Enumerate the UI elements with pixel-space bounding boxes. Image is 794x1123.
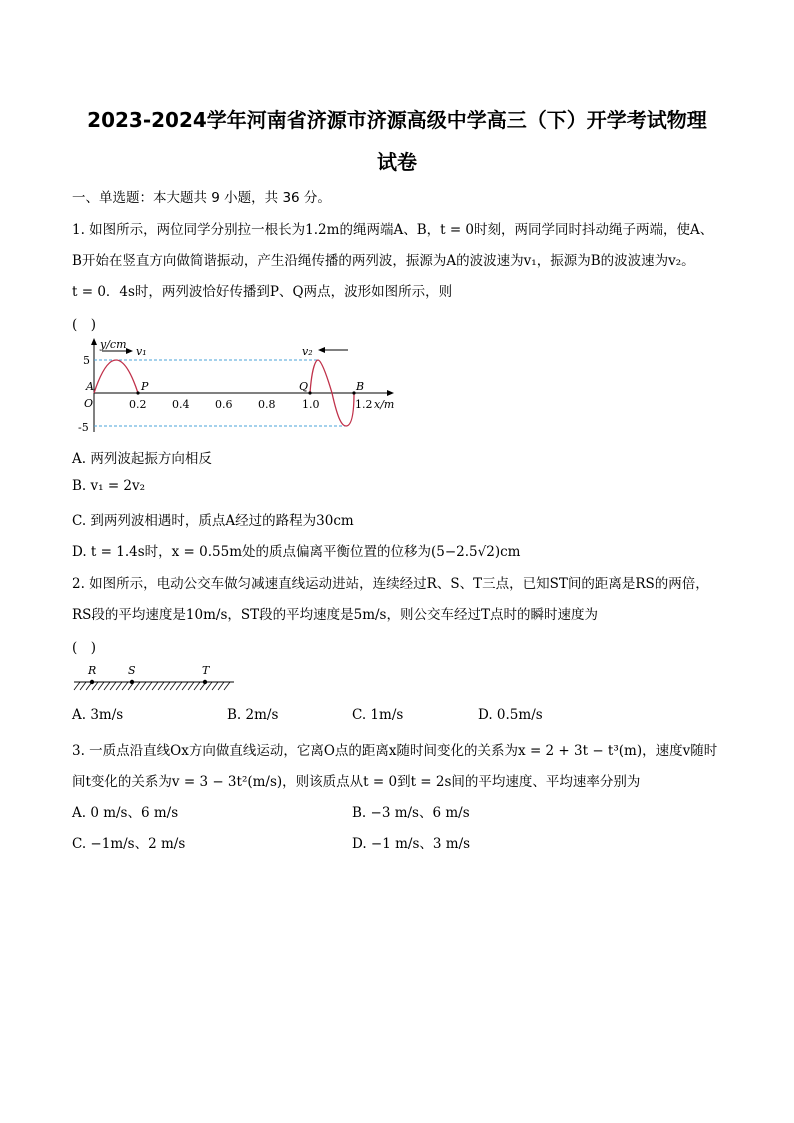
x-tick-0.8: 0.8 <box>258 398 276 411</box>
q1-text-line1: 1. 如图所示，两位同学分别拉一根长为1.2m的绳两端A、B，t = 0时刻，两同学同时抖动绳子两端，使A、 <box>72 222 714 238</box>
y-tick-5: 5 <box>83 354 90 367</box>
q1-option-d: D. t = 1.4s时，x = 0.55m处的质点偏离平衡位置的位移为(5−2.5√2)cm <box>72 544 521 560</box>
q1-text-line2: B开始在竖直方向做简谐振动，产生沿绳传播的两列波，振源为A的波波速为v₁，振源为B的波波速为v₂。 <box>72 253 695 269</box>
q2-text-line2: RS段的平均速度是10m/s，ST段的平均速度是5m/s，则公交车经过T点时的瞬时速度为 <box>72 607 598 623</box>
x-tick-0.4: 0.4 <box>172 398 190 411</box>
v2-label: v₂ <box>302 345 313 358</box>
q2-paren: ( ) <box>72 640 97 656</box>
exam-title-line2: 试卷 <box>377 150 417 174</box>
x-tick-1.2: 1.2 <box>355 398 373 411</box>
q2-text-line1: 2. 如图所示，电动公交车做匀减速直线运动进站，连续经过R、S、T三点，已知ST间的距离是RS的两倍， <box>72 576 709 592</box>
x-tick-0.6: 0.6 <box>215 398 233 411</box>
x-tick-0.2: 0.2 <box>129 398 147 411</box>
x-tick-1.0: 1.0 <box>302 398 320 411</box>
q2-option-b: B. 2m/s <box>227 707 279 723</box>
v1-label: v₁ <box>136 345 147 358</box>
q2-option-a: A. 3m/s <box>72 707 124 723</box>
y-tick-neg5: -5 <box>78 421 89 434</box>
q2-option-d: D. 0.5m/s <box>478 707 543 723</box>
q1-option-c: C. 到两列波相遇时，质点A经过的路程为30cm <box>72 513 354 529</box>
q1-option-b: B. v₁ = 2v₂ <box>72 478 146 494</box>
x-axis-label: x/m <box>374 398 395 411</box>
q3-text-line2: 间t变化的关系为v = 3 − 3t²(m/s)，则该质点从t = 0到t = 2s间的平均速度、平均速率分别为 <box>72 774 641 790</box>
y-axis-label: y/cm <box>100 338 127 351</box>
point-P-label: P <box>141 380 149 393</box>
q3-option-c: C. −1m/s、2 m/s <box>72 836 186 852</box>
q1-text-line3: t = 0．4s时，两列波恰好传播到P、Q两点，波形如图所示，则 <box>72 284 453 300</box>
q3-option-d: D. −1 m/s、3 m/s <box>352 836 471 852</box>
q3-option-a: A. 0 m/s、6 m/s <box>72 805 179 821</box>
q1-option-a: A. 两列波起振方向相反 <box>72 451 212 467</box>
q2-road-figure <box>72 660 236 694</box>
point-A-label: A <box>86 380 94 393</box>
q3-option-b: B. −3 m/s、6 m/s <box>352 805 470 821</box>
point-R-label: R <box>88 664 97 677</box>
exam-title-line1: 2023-2024学年河南省济源市济源高级中学高三（下）开学考试物理 <box>87 108 707 132</box>
section-heading: 一、单选题：本大题共 9 小题，共 36 分。 <box>72 190 331 206</box>
point-T-label: T <box>202 664 210 677</box>
q3-text-line1: 3. 一质点沿直线Ox方向做直线运动，它离O点的距离x随时间变化的关系为x = 2 + 3t − t³(m)，速度v随时 <box>72 743 718 759</box>
q2-option-c: C. 1m/s <box>352 707 404 723</box>
q1-wave-figure <box>78 336 418 436</box>
point-B-label: B <box>356 380 365 393</box>
point-O-label: O <box>84 397 94 410</box>
q1-paren: ( ) <box>72 317 97 333</box>
point-S-label: S <box>128 664 136 677</box>
point-Q-label: Q <box>299 380 309 393</box>
